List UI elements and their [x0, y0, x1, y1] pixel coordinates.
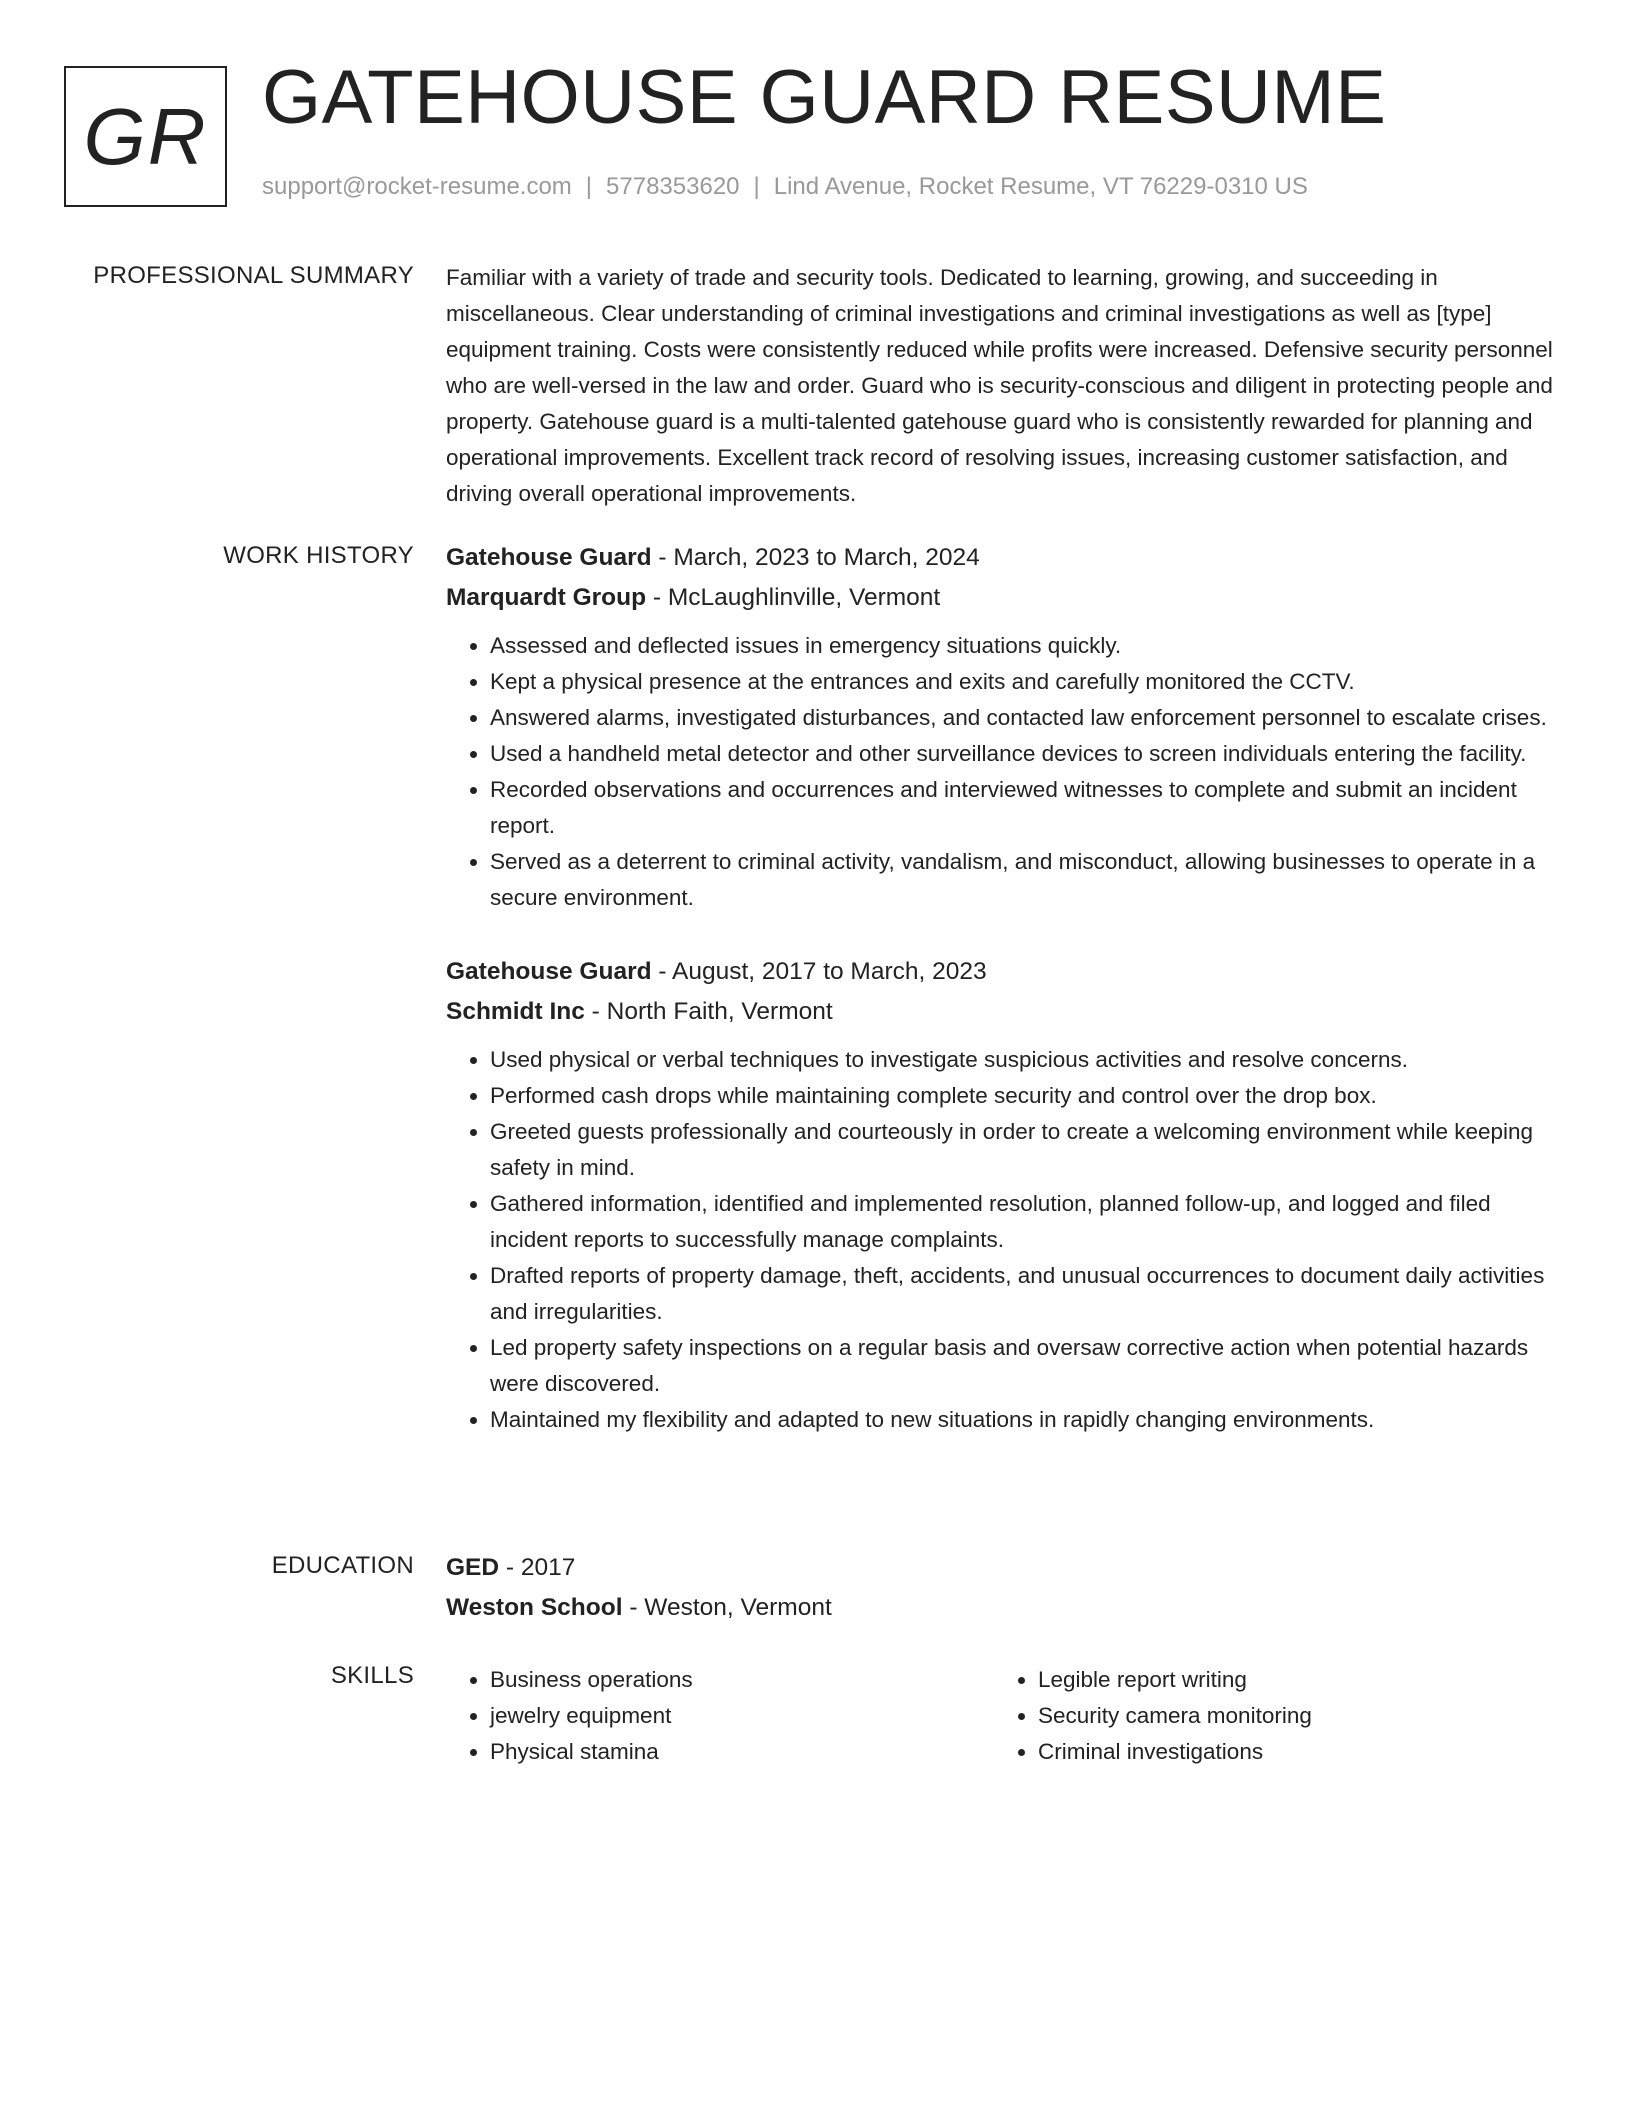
education-school-line: [446, 1588, 1556, 1628]
job-dates: - August, 2017 to March, 2023: [651, 958, 987, 985]
resume-title: GATEHOUSE GUARD RESUME: [262, 55, 1387, 140]
education-degree: GED: [446, 1554, 500, 1581]
job-location: - McLaughlinville, Vermont: [646, 584, 941, 611]
job-entry: [446, 952, 1556, 1438]
job-employer: Schmidt Inc: [446, 998, 585, 1025]
job-employer-line: [446, 992, 1556, 1032]
job-title-line: [446, 952, 1556, 992]
job-bullet: • Greeted guests professionally and courteously in order to create a welcoming environment while keeping safety in mind.: [490, 1114, 1556, 1186]
education-school: Weston School: [446, 1594, 623, 1621]
job-bullet: • Served as a deterrent to criminal activity, vandalism, and misconduct, allowing businesses to operate in a secure environment.: [490, 844, 1556, 916]
job-bullet: • Kept a physical presence at the entrances and exits and carefully monitored the CCTV.: [490, 664, 1556, 700]
job-bullet: • Answered alarms, investigated disturbances, and contacted law enforcement personnel to escalate crises.: [490, 700, 1556, 736]
summary-text: Familiar with a variety of trade and security tools. Dedicated to learning, growing, and succeeding in miscellaneous. Clear understanding of criminal investigations and criminal investigations as well as [type] equipment training. Costs were consistently reduced while profits were increased. Defensive security personnel who are well-versed in the law and order. Guard who is security-conscious and diligent in protecting people and property. Gatehouse guard is a multi-talented gatehouse guard who is consistently rewarded for planning and operational improvements. Excellent track record of resolving issues, increasing customer satisfaction, and driving overall operational improvements.: [446, 265, 1553, 506]
job-entry: [446, 538, 1556, 916]
skills-columns: [446, 1662, 1556, 1770]
job-bullets: [446, 628, 1556, 916]
job-employer-line: [446, 578, 1556, 618]
job-bullet: • Used physical or verbal techniques to investigate suspicious activities and resolve concerns.: [490, 1042, 1556, 1078]
skills-label: SKILLS: [330, 1662, 414, 1689]
skills-column-right: [994, 1662, 1542, 1770]
job-bullet: • Maintained my flexibility and adapted to new situations in rapidly changing environments.: [490, 1402, 1556, 1438]
contact-email: support@rocket-resume.com: [262, 173, 572, 200]
job-title-line: [446, 538, 1556, 578]
skills-column-left: [446, 1662, 994, 1770]
summary-label: PROFESSIONAL SUMMARY: [93, 262, 414, 289]
job-title: Gatehouse Guard: [446, 958, 652, 985]
skill-item: • jewelry equipment: [490, 1698, 994, 1734]
job-title: Gatehouse Guard: [446, 544, 652, 571]
skills-list: [446, 1662, 994, 1770]
contact-address: Lind Avenue, Rocket Resume, VT 76229-0310 US: [773, 173, 1308, 200]
monogram-logo: GR: [64, 66, 227, 207]
job-bullet: • Assessed and deflected issues in emergency situations quickly.: [490, 628, 1556, 664]
skill-item: • Physical stamina: [490, 1734, 994, 1770]
skills-list: [994, 1662, 1542, 1770]
contact-separator: |: [753, 173, 760, 200]
job-employer: Marquardt Group: [446, 584, 647, 611]
work-history-label: WORK HISTORY: [223, 542, 414, 569]
job-bullet: • Led property safety inspections on a regular basis and oversaw corrective action when potential hazards were discovered.: [490, 1330, 1556, 1402]
job-bullet: • Drafted reports of property damage, theft, accidents, and unusual occurrences to document daily activities and irregularities.: [490, 1258, 1556, 1330]
job-location: - North Faith, Vermont: [584, 998, 833, 1025]
education-year: - 2017: [499, 1554, 576, 1581]
job-dates: - March, 2023 to March, 2024: [651, 544, 980, 571]
education-location: - Weston, Vermont: [622, 1594, 832, 1621]
skill-item: • Security camera monitoring: [1038, 1698, 1542, 1734]
job-bullet: • Used a handheld metal detector and other surveillance devices to screen individuals entering the facility.: [490, 736, 1556, 772]
education-label: EDUCATION: [271, 1552, 414, 1579]
job-bullet: • Performed cash drops while maintaining complete security and control over the drop box.: [490, 1078, 1556, 1114]
job-bullets: [446, 1042, 1556, 1438]
contact-phone: 5778353620: [606, 173, 740, 200]
contact-separator: |: [585, 173, 593, 200]
skill-item: • Criminal investigations: [1038, 1734, 1542, 1770]
contact-line: [262, 173, 1308, 201]
skill-item: • Legible report writing: [1038, 1662, 1542, 1698]
education-degree-line: [446, 1548, 1556, 1588]
job-bullet: • Gathered information, identified and implemented resolution, planned follow-up, and logged and filed incident reports to successfully manage complaints.: [490, 1186, 1556, 1258]
job-bullet: • Recorded observations and occurrences and interviewed witnesses to complete and submit an incident report.: [490, 772, 1556, 844]
skill-item: • Business operations: [490, 1662, 994, 1698]
